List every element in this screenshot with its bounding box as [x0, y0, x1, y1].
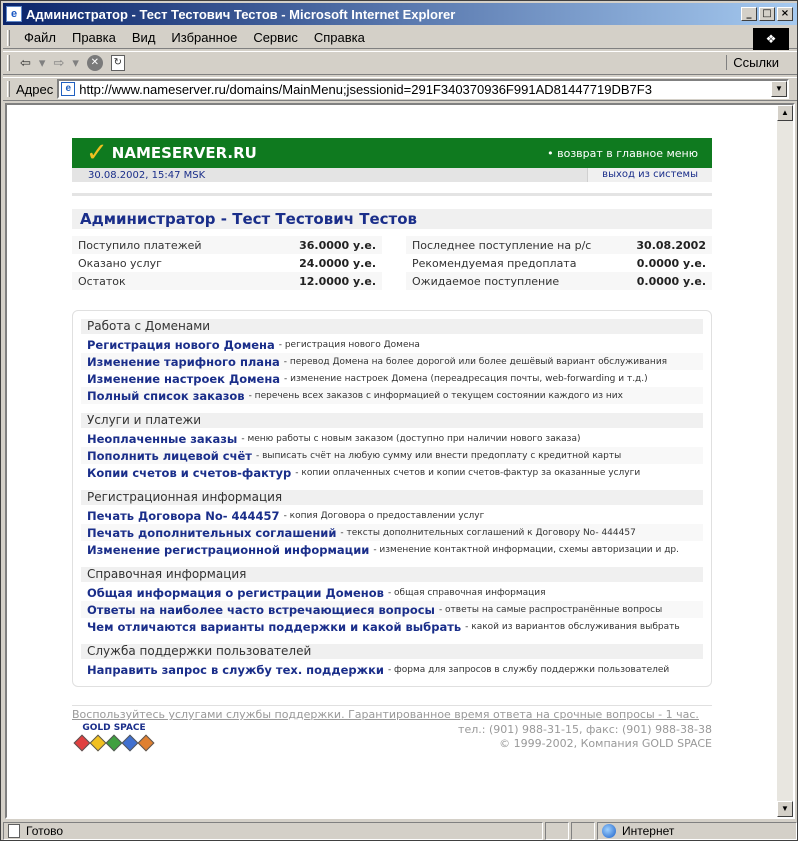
stat-row	[406, 254, 712, 272]
stat-value: 24.0000 у.е.	[299, 256, 376, 270]
list-item	[81, 336, 703, 353]
close-button[interactable]: ×	[777, 7, 793, 21]
stat-label: Ожидаемое поступление	[412, 274, 560, 288]
menu-link[interactable]: Печать Договора No- 444457	[87, 508, 280, 523]
divider	[72, 193, 712, 196]
stat-row	[406, 272, 712, 290]
security-zone	[597, 822, 797, 840]
links-button[interactable]: Ссылки	[726, 55, 779, 70]
globe-icon	[602, 824, 616, 838]
menu-link[interactable]: Печать дополнительных соглашений	[87, 525, 337, 540]
stat-row	[72, 236, 382, 254]
grip-icon	[7, 30, 10, 46]
list-item	[81, 430, 703, 447]
menu-desc: - изменение настроек Домена (переадресация почты, web-forwarding и т.д.)	[284, 373, 648, 384]
stat-label: Последнее поступление на р/с	[412, 238, 592, 252]
list-item	[81, 661, 703, 678]
section-support	[81, 644, 703, 678]
page-viewport	[5, 103, 795, 819]
menu-desc: - регистрация нового Домена	[278, 339, 420, 350]
scroll-down-icon[interactable]: ▼	[777, 801, 793, 817]
phones: тел.: (901) 988-31-15, факс: (901) 988-38-38	[458, 723, 712, 736]
diamond-icons	[72, 734, 156, 752]
session-datetime: 30.08.2002, 15:47 MSK	[88, 169, 206, 181]
ie-icon: e	[6, 6, 22, 22]
list-item	[81, 601, 703, 618]
section-title: Услуги и платежи	[81, 413, 703, 428]
menu-link[interactable]: Чем отличаются варианты поддержки и какой выбрать	[87, 619, 462, 634]
grip-icon	[7, 81, 10, 97]
menu-bar	[3, 27, 797, 49]
status-cell	[571, 822, 595, 840]
stat-label: Рекомендуемая предоплата	[412, 256, 577, 270]
menu-link[interactable]: Неоплаченные заказы	[87, 431, 238, 446]
list-item	[81, 353, 703, 370]
back-dropdown-icon[interactable]: ▾	[38, 55, 46, 71]
menu-link[interactable]: Пополнить лицевой счёт	[87, 448, 252, 463]
return-main-menu-link[interactable]: • возврат в главное меню	[547, 146, 698, 160]
copyright: © 1999-2002, Компания GOLD SPACE	[499, 737, 712, 750]
menu-link[interactable]: Общая информация о регистрации Доменов	[87, 585, 384, 600]
window-title: Администратор - Тест Тестович Тестов - Microsoft Internet Explorer	[26, 6, 456, 22]
address-input[interactable]	[57, 79, 789, 99]
status-text: Готово	[26, 824, 64, 838]
menu-link[interactable]: Ответы на наиболее часто встречающиеся вопросы	[87, 602, 435, 617]
diamond-icon	[106, 735, 123, 752]
support-note-link[interactable]: Воспользуйтесь услугами службы поддержки. Гарантированное время ответа на срочные вопросы - 1 час.	[72, 708, 699, 721]
menu-favorites[interactable]: Избранное	[171, 30, 238, 45]
vertical-scrollbar[interactable]	[777, 105, 793, 817]
stat-row	[72, 254, 382, 272]
menu-desc: - меню работы с новым заказом (доступно при наличии нового заказа)	[241, 433, 581, 444]
stop-icon[interactable]: ✕	[87, 55, 103, 71]
zone-label: Интернет	[622, 824, 675, 838]
stat-value: 12.0000 у.е.	[299, 274, 376, 288]
menu-link[interactable]: Изменение тарифного плана	[87, 354, 280, 369]
account-stats	[72, 236, 712, 290]
menu-desc: - форма для запросов в службу поддержки пользователей	[387, 664, 670, 675]
address-dropdown-icon[interactable]: ▼	[771, 81, 787, 97]
stat-value: 0.0000 у.е.	[636, 274, 706, 288]
back-icon[interactable]: ⇦	[20, 55, 31, 71]
web-page	[72, 138, 712, 757]
menu-desc: - какой из вариантов обслуживания выбрать	[465, 621, 680, 632]
gold-space-logo[interactable]	[72, 723, 156, 757]
menu-desc: - выписать счёт на любую сумму или внести предоплату с кредитной карты	[255, 450, 622, 461]
diamond-icon	[74, 735, 91, 752]
main-menu	[72, 310, 712, 687]
stat-label: Остаток	[78, 274, 126, 288]
stat-value: 30.08.2002	[636, 238, 706, 252]
minimize-button[interactable]: _	[741, 7, 757, 21]
menu-desc: - копии оплаченных счетов и копии счетов-фактур за оказанные услуги	[295, 467, 641, 478]
list-item	[81, 447, 703, 464]
menu-desc: - ответы на самые распространённые вопросы	[438, 604, 663, 615]
list-item	[81, 370, 703, 387]
status-bar	[3, 821, 797, 841]
section-title: Работа с Доменами	[81, 319, 703, 334]
refresh-icon[interactable]: ↻	[111, 55, 125, 71]
title-bar[interactable]	[3, 3, 797, 25]
stat-row	[72, 272, 382, 290]
stat-label: Поступило платежей	[78, 238, 202, 252]
page-icon: e	[61, 82, 75, 96]
windows-logo-icon: ❖	[753, 28, 789, 50]
menu-link[interactable]: Регистрация нового Домена	[87, 337, 275, 352]
logout-link[interactable]: выход из системы	[587, 168, 712, 182]
stats-left	[72, 236, 382, 290]
session-bar	[72, 168, 712, 182]
diamond-icon	[90, 735, 107, 752]
standard-toolbar	[3, 51, 797, 75]
list-item	[81, 618, 703, 635]
menu-link[interactable]: Копии счетов и счетов-фактур	[87, 465, 292, 480]
section-registration	[81, 490, 703, 558]
section-title: Справочная информация	[81, 567, 703, 582]
stat-label: Оказано услуг	[78, 256, 162, 270]
menu-desc: - изменение контактной информации, схемы авторизации и др.	[373, 544, 679, 555]
address-url[interactable]: http://www.nameserver.ru/domains/MainMenu;jsessionid=291F340370936F991AD81447719DB7F3	[79, 81, 652, 97]
logo-text: NAMESERVER.RU	[111, 144, 257, 162]
site-logo[interactable]	[86, 138, 257, 168]
footer-bottom	[72, 723, 712, 757]
maximize-button[interactable]: □	[759, 7, 775, 21]
list-item	[81, 387, 703, 404]
address-bar	[3, 77, 797, 101]
address-label: Адрес	[16, 81, 54, 97]
list-item	[81, 584, 703, 601]
contact-info	[458, 723, 712, 757]
list-item	[81, 541, 703, 558]
menu-file[interactable]: Файл	[24, 30, 56, 45]
gold-space-logo-text: GOLD SPACE	[82, 723, 146, 733]
section-title: Регистрационная информация	[81, 490, 703, 505]
stats-right	[406, 236, 712, 290]
menu-tools[interactable]: Сервис	[253, 30, 298, 45]
section-reference	[81, 567, 703, 635]
user-title: Администратор - Тест Тестович Тестов	[72, 209, 712, 229]
list-item	[81, 464, 703, 481]
stat-value: 36.0000 у.е.	[299, 238, 376, 252]
diamond-icon	[122, 735, 139, 752]
menu-desc: - общая справочная информация	[387, 587, 546, 598]
menu-view[interactable]: Вид	[131, 30, 156, 45]
section-services	[81, 413, 703, 481]
page-footer	[72, 705, 712, 757]
menu-link[interactable]: Направить запрос в службу тех. поддержки	[87, 662, 384, 677]
stat-row	[406, 236, 712, 254]
menu-desc: - копия Договора о предоставлении услуг	[283, 510, 485, 521]
menu-link[interactable]: Изменение настроек Домена	[87, 371, 281, 386]
section-title: Служба поддержки пользователей	[81, 644, 703, 659]
stat-value: 0.0000 у.е.	[636, 256, 706, 270]
menu-desc: - перевод Домена на более дорогой или более дешёвый вариант обслуживания	[283, 356, 668, 367]
page-done-icon	[8, 824, 20, 838]
menu-help[interactable]: Справка	[313, 30, 365, 45]
diamond-icon	[138, 735, 155, 752]
menu-desc: - перечень всех заказов с информацией о текущем состоянии каждого из них	[248, 390, 623, 401]
list-item	[81, 507, 703, 524]
site-banner	[72, 138, 712, 168]
forward-dropdown-icon[interactable]: ▾	[72, 55, 79, 71]
checkmark-icon: ✓	[86, 138, 108, 168]
menu-desc: - тексты дополнительных соглашений к Договору No- 444457	[340, 527, 636, 538]
menu-link[interactable]: Изменение регистрационной информации	[87, 542, 370, 557]
grip-icon	[7, 55, 10, 71]
status-cell	[545, 822, 569, 840]
menu-link[interactable]: Полный список заказов	[87, 388, 245, 403]
forward-icon[interactable]: ⇨	[53, 55, 65, 71]
scroll-up-icon[interactable]: ▲	[777, 105, 793, 121]
section-domains	[81, 319, 703, 404]
menu-edit[interactable]: Правка	[71, 30, 116, 45]
list-item	[81, 524, 703, 541]
status-text-cell	[3, 822, 543, 840]
